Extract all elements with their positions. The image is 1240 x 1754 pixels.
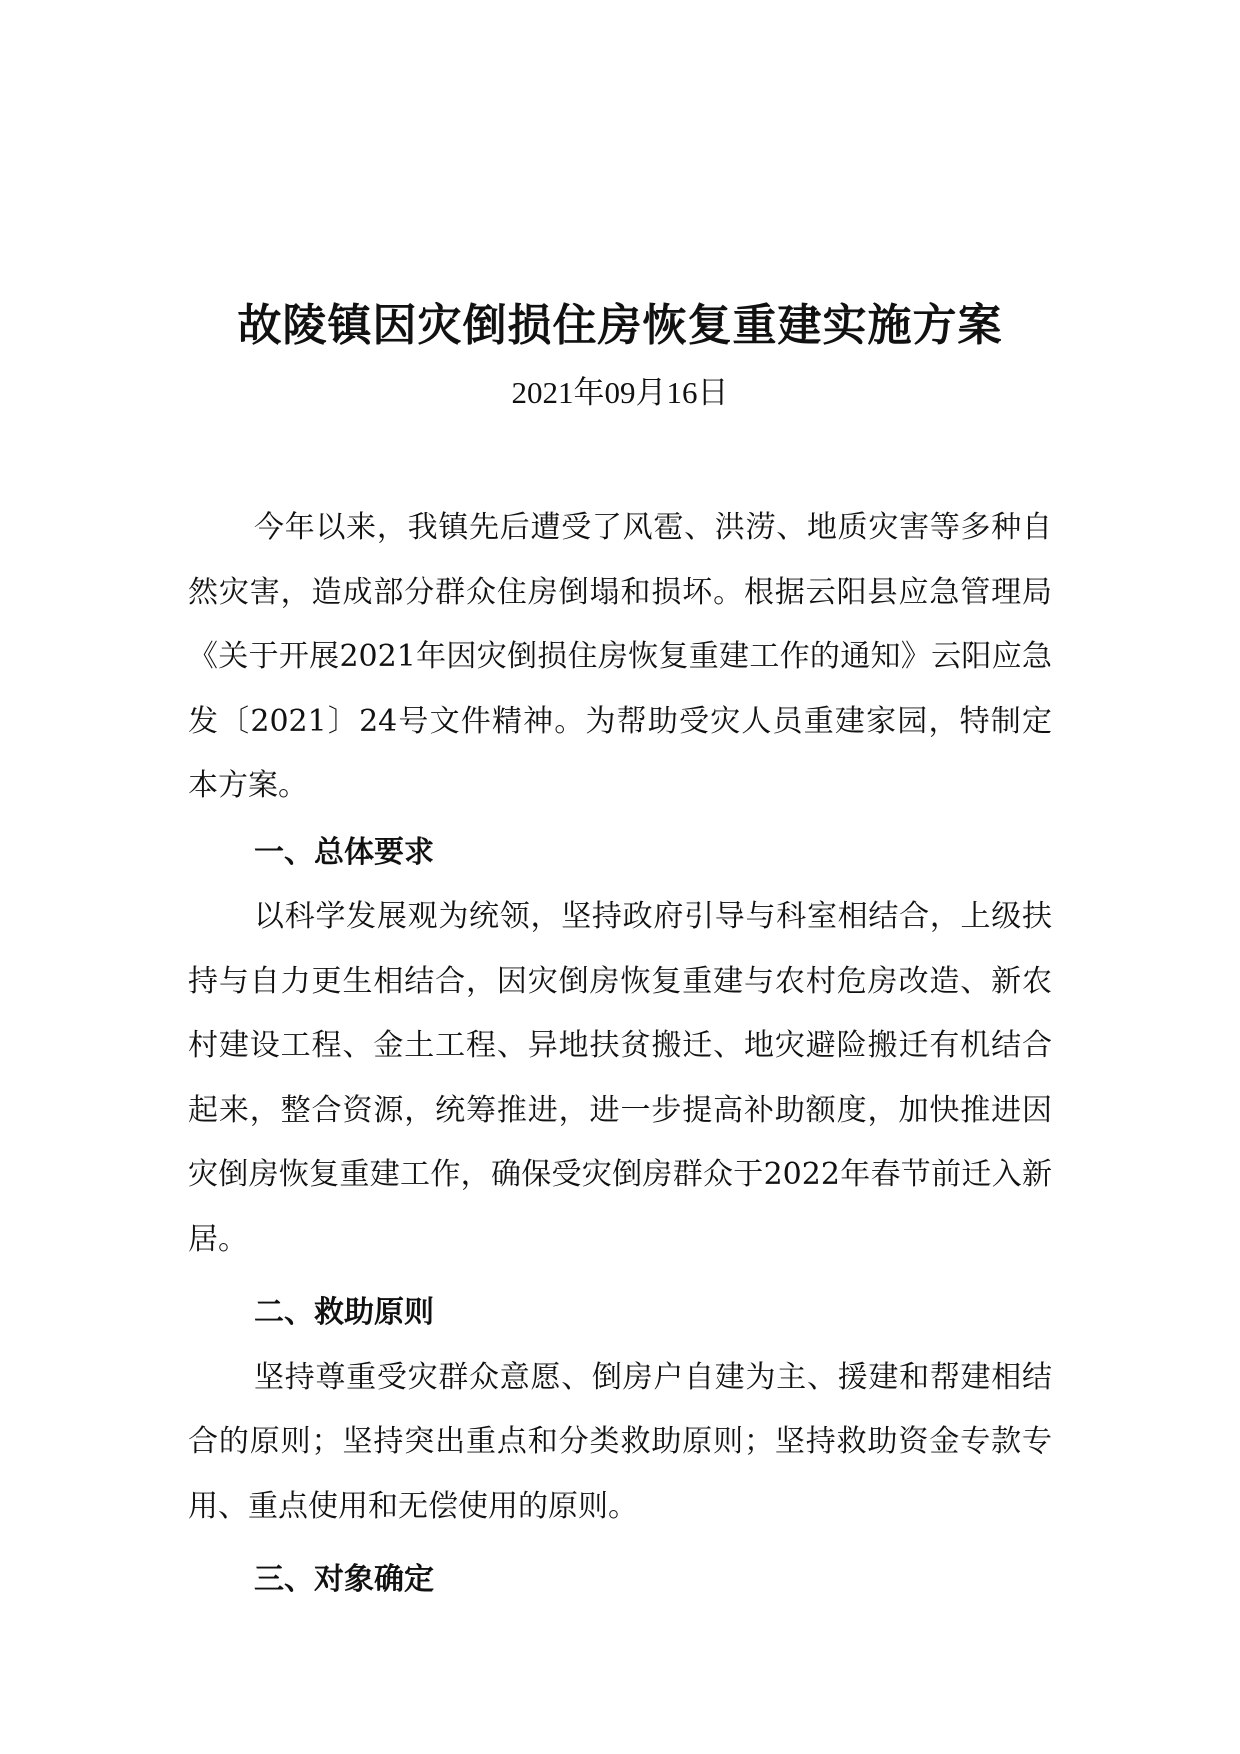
section-heading-target-determination: 三、对象确定	[254, 1562, 434, 1597]
section-heading-relief-principles: 二、救助原则	[254, 1295, 434, 1330]
section-paragraph-general-requirements: 以科学发展观为统领，坚持政府引导与科室相结合，上级扶持与自力更生相结合，因灾倒房恢复重建与农村危房改造、新农村建设工程、金土工程、异地扶贫搬迁、地灾避险搬迁有机结合起来，整合资源，统筹推进，进一步提高补助额度，加快推进因灾倒房恢复重建工作，确保受灾倒房群众于2022年春节前迁入新居。	[188, 899, 1052, 1257]
document-title: 故陵镇因灾倒损住房恢复重建实施方案	[237, 300, 1003, 351]
intro-paragraph: 今年以来，我镇先后遭受了风雹、洪涝、地质灾害等多种自然灾害，造成部分群众住房倒塌和损坏。根据云阳县应急管理局《关于开展2021年因灾倒损住房恢复重建工作的通知》云阳应急发〔2021〕24号文件精神。为帮助受灾人员重建家园，特制定本方案。	[188, 510, 1052, 803]
document-body	[188, 496, 1052, 1613]
section-heading-general-requirements: 一、总体要求	[254, 834, 434, 870]
document-date: 2021年09月16日	[511, 375, 729, 410]
section-paragraph-relief-principles: 坚持尊重受灾群众意愿、倒房户自建为主、援建和帮建相结合的原则；坚持突出重点和分类救助原则；坚持救助资金专款专用、重点使用和无偿使用的原则。	[188, 1359, 1052, 1524]
